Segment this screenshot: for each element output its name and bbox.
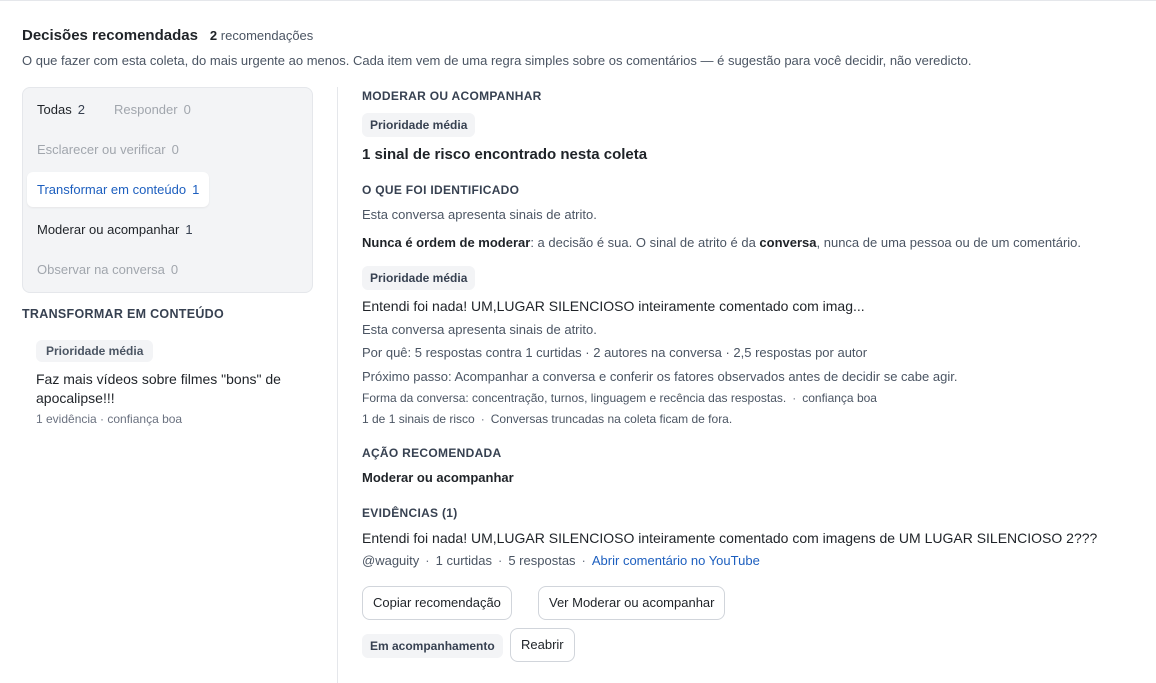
card-meta: 1 evidência · confiança boa <box>36 412 183 426</box>
filter-responder[interactable]: Responder 0 <box>114 102 191 117</box>
action-title: AÇÃO RECOMENDADA <box>362 446 502 460</box>
evidence-title: EVIDÊNCIAS (1) <box>362 506 458 520</box>
page-subtitle: O que fazer com esta coleta, do mais urgente ao menos. Cada item vem de uma regra simples sobre os comentários — é sugestão para você decidir, não veredicto. <box>22 53 972 68</box>
page-header <box>22 27 1136 68</box>
signal-priority-badge: Prioridade média <box>362 266 475 290</box>
signal-why: Por quê: 5 respostas contra 1 curtidas · 2 autores na conversa · 2,5 respostas por autor <box>362 345 868 360</box>
identified-text: Esta conversa apresenta sinais de atrito. <box>362 207 597 222</box>
priority-badge: Prioridade média <box>362 113 475 137</box>
moderation-note: Nunca é ordem de moderar: a decisão é sua. O sinal de atrito é da conversa, nunca de uma pessoa ou de um comentário. <box>362 235 1082 250</box>
priority-badge: Prioridade média <box>36 340 153 362</box>
filter-panel <box>22 87 313 293</box>
filter-esclarecer[interactable]: Esclarecer ou verificar 0 <box>37 142 179 157</box>
left-section-title: TRANSFORMAR EM CONTEÚDO <box>22 307 225 321</box>
filter-moderar[interactable]: Moderar ou acompanhar 1 <box>37 222 193 237</box>
signal-next-step: Próximo passo: Acompanhar a conversa e conferir os fatores observados antes de decidir se cabe agir. <box>362 369 958 384</box>
recommendation-count: 2 recomendações <box>209 28 314 43</box>
evidence-author: @waguity <box>362 553 420 568</box>
signal-position: 1 de 1 sinais de risco · Conversas truncadas na coleta ficam de fora. <box>362 412 733 426</box>
view-moderate-button[interactable]: Ver Moderar ou acompanhar <box>538 586 725 620</box>
page-title: Decisões recomendadas <box>22 27 198 44</box>
filter-todas[interactable]: Todas 2 <box>37 102 85 117</box>
column-divider <box>337 87 338 683</box>
status-badge: Em acompanhamento <box>362 634 503 658</box>
identified-title: O QUE FOI IDENTIFICADO <box>362 183 520 197</box>
filter-transformar[interactable]: Transformar em conteúdo 1 <box>27 172 209 207</box>
youtube-comment-link[interactable]: Abrir comentário no YouTube <box>591 553 760 568</box>
evidence-likes: 1 curtidas <box>435 553 492 568</box>
copy-recommendation-button[interactable]: Copiar recomendação <box>362 586 512 620</box>
signal-title: Entendi foi nada! UM,LUGAR SILENCIOSO inteiramente comentado com imag... <box>362 298 865 314</box>
filter-observar[interactable]: Observar na conversa 0 <box>37 262 179 277</box>
evidence-replies: 5 respostas <box>508 553 576 568</box>
detail-headline: 1 sinal de risco encontrado nesta coleta <box>362 146 648 163</box>
signal-summary: Esta conversa apresenta sinais de atrito. <box>362 322 597 337</box>
card-title: Faz mais vídeos sobre filmes "bons" de apocalipse!!! <box>36 371 281 406</box>
reopen-button[interactable]: Reabrir <box>510 628 575 662</box>
detail-section-title: MODERAR OU ACOMPANHAR <box>362 89 542 103</box>
signal-shape: Forma da conversa: concentração, turnos, linguagem e recência das respostas. · confiança boa <box>362 391 877 405</box>
recommendation-card[interactable] <box>36 340 306 426</box>
top-divider <box>0 0 1156 1</box>
evidence-text: Entendi foi nada! UM,LUGAR SILENCIOSO inteiramente comentado com imagens de UM LUGAR SILENCIOSO 2??? <box>362 530 1098 546</box>
recommended-action: Moderar ou acompanhar <box>362 470 514 485</box>
evidence-meta: @waguity · 1 curtidas · 5 respostas · Abrir comentário no YouTube <box>362 553 760 568</box>
